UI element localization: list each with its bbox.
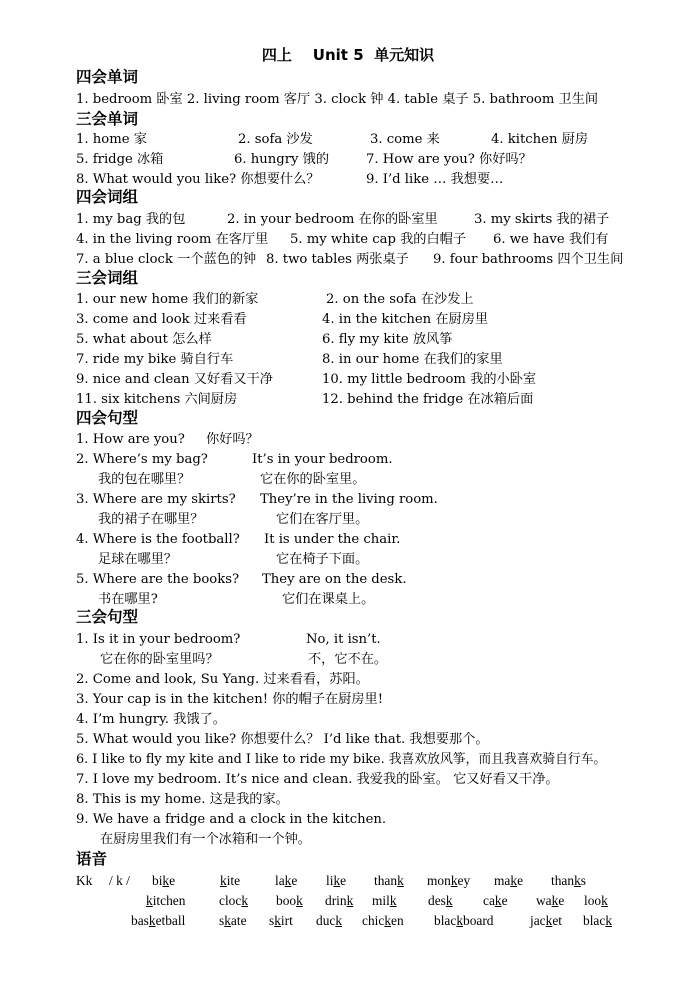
words3-item: 5. fridge 冰箱 <box>76 152 164 167</box>
phrases3-item: 11. six kitchens 六间厨房 <box>76 392 238 407</box>
phonics-highlight-letter: k <box>284 873 292 888</box>
phonics-word: skirt <box>269 913 293 928</box>
words3-item: 2. sofa 沙发 <box>238 132 313 147</box>
phonics-word: basketball <box>131 913 186 928</box>
sentence4-answer: It is under the chair. <box>264 532 401 547</box>
phonics-highlight-letter: k <box>384 913 392 928</box>
sentence3-row: 7. I love my bedroom. It’s nice and clean. 我爱我的卧室。 它又好看又干净。 <box>76 772 559 787</box>
phonics-word: thanks <box>551 873 586 888</box>
phonics-highlight-letter: k <box>450 873 458 888</box>
phrases4-item: 4. in the living room 在客厅里 <box>76 232 269 247</box>
phonics-highlight-letter: k <box>335 913 343 928</box>
phonics-highlight-letter: k <box>551 893 559 908</box>
phonics-word: wake <box>536 893 565 908</box>
page-title: 四上 Unit 5 单元知识 <box>261 46 435 64</box>
sentence4-answer: It’s in your bedroom. <box>252 452 393 467</box>
sentence4-question-cn: 书在哪里? <box>98 592 158 607</box>
phonics-highlight-letter: k <box>456 913 464 928</box>
phrases4-item: 1. my bag 我的包 <box>76 212 186 227</box>
phrases4-item: 8. two tables 两张桌子 <box>266 252 409 267</box>
phonics-word: skate <box>219 913 247 928</box>
phonics-highlight-letter: k <box>574 873 581 888</box>
phrases3-item: 2. on the sofa 在沙发上 <box>326 292 474 307</box>
sentence3-row: 4. I’m hungry. 我饿了。 <box>76 712 226 727</box>
phonics-word: book <box>276 893 303 908</box>
phrases3-item: 10. my little bedroom 我的小卧室 <box>322 372 537 387</box>
words3-item: 6. hungry 饿的 <box>234 152 330 167</box>
phonics-ipa: / k / <box>109 873 130 888</box>
phonics-word: duck <box>316 913 343 928</box>
sentence3-row: 9. We have a fridge and a clock in the kitchen. <box>76 812 387 827</box>
words3-item: 4. kitchen 厨房 <box>491 132 589 147</box>
sentence3-row: 2. Come and look, Su Yang. 过来看看，苏阳。 <box>76 672 369 687</box>
section-heading-phonics: 语音 <box>76 850 108 868</box>
sentence4-question-cn: 足球在哪里？ <box>98 552 178 567</box>
phonics-word: black <box>583 913 613 928</box>
phrases4-item: 3. my skirts 我的裙子 <box>474 212 610 227</box>
phrases3-item: 3. come and look 过来看看 <box>76 312 247 327</box>
phonics-highlight-letter: k <box>397 873 404 888</box>
phrases4-item: 2. in your bedroom 在你的卧室里 <box>227 212 438 227</box>
phonics-letter: Kk <box>76 873 93 888</box>
phrases4-item: 7. a blue clock 一个蓝色的钟 <box>76 252 257 267</box>
phonics-highlight-letter: k <box>389 893 397 908</box>
phrases4-item: 9. four bathrooms 四个卫生间 <box>433 252 624 267</box>
phrases3-item: 12. behind the fridge 在冰箱后面 <box>322 392 534 407</box>
phonics-word: clock <box>219 893 249 908</box>
sentence4-answer-cn: 它在椅子下面。 <box>276 552 369 567</box>
sentence3-row: 3. Your cap is in the kitchen! 你的帽子在厨房里! <box>76 692 383 707</box>
phonics-word: thank <box>374 873 404 888</box>
phonics-highlight-letter: k <box>605 913 613 928</box>
phonics-word: monkey <box>427 873 471 888</box>
words3-item: 7. How are you? 你好吗？ <box>366 152 532 167</box>
phonics-highlight-letter: k <box>510 873 518 888</box>
phonics-highlight-letter: k <box>346 893 354 908</box>
sentence4-question-cn: 我的包在哪里？ <box>98 472 191 487</box>
phonics-word: desk <box>428 893 453 908</box>
phonics-word: like <box>326 873 347 888</box>
section-heading-3-sentences: 三会句型 <box>76 608 139 626</box>
phonics-word: drink <box>325 893 354 908</box>
sentence3-text: 1. Is it in your bedroom? <box>76 632 241 647</box>
phonics-word: milk <box>372 893 397 908</box>
sentence3-row: 在厨房里我们有一个冰箱和一个钟。 <box>100 832 311 847</box>
words4-line: 1. bedroom 卧室 2. living room 客厅 3. clock 钟 4. table 桌子 5. bathroom 卫生间 <box>76 92 599 107</box>
sentence4-en: 1. How are you? <box>76 432 185 447</box>
sentence4-answer-cn: 它们在客厅里。 <box>276 512 369 527</box>
sentence4-answer: They’re in the living room. <box>260 492 438 507</box>
words3-item: 3. come 来 <box>370 132 440 147</box>
phrases3-item: 6. fly my kite 放风筝 <box>322 332 453 347</box>
phonics-word: kitchen <box>146 893 186 908</box>
phrases3-item: 5. what about 怎么样 <box>76 332 212 347</box>
phonics-word: bike <box>152 873 176 888</box>
phonics-word: jacket <box>530 913 562 928</box>
phonics-highlight-letter: k <box>494 893 502 908</box>
phonics-highlight-letter: k <box>445 893 453 908</box>
phonics-highlight-letter: k <box>601 893 608 908</box>
section-heading-4-words: 四会单词 <box>76 68 139 86</box>
sentence3-text: 它在你的卧室里吗？ <box>100 652 219 667</box>
phonics-highlight-letter: k <box>148 913 156 928</box>
sentence3-row: 8. This is my home. 这是我的家。 <box>76 792 289 807</box>
phonics-highlight-letter: k <box>333 873 341 888</box>
phrases3-item: 8. in our home 在我们的家里 <box>322 352 503 367</box>
words3-item: 9. I’d like … 我想要… <box>366 172 504 187</box>
phonics-word: make <box>494 873 524 888</box>
phonics-word: chicken <box>362 913 404 928</box>
sentence4-question: 4. Where is the football? <box>76 532 240 547</box>
section-heading-4-sentences: 四会句型 <box>76 409 139 427</box>
phrases3-item: 9. nice and clean 又好看又干净 <box>76 372 273 387</box>
phonics-word: cake <box>483 893 508 908</box>
phonics-word: look <box>584 893 608 908</box>
sentence4-cn: 你好吗？ <box>206 432 259 447</box>
sentence3-row: 6. I like to fly my kite and I like to ride my bike. 我喜欢放风筝，而且我喜欢骑自行车。 <box>76 752 607 767</box>
phonics-highlight-letter: k <box>220 873 227 888</box>
sentence4-answer: They are on the desk. <box>262 572 407 587</box>
sentence4-question: 5. Where are the books? <box>76 572 240 587</box>
phonics-highlight-letter: k <box>296 893 303 908</box>
sentence4-answer-cn: 它在你的卧室里。 <box>260 472 366 487</box>
phrases4-item: 5. my white cap 我的白帽子 <box>290 232 467 247</box>
section-heading-4-phrases: 四会词组 <box>76 188 139 206</box>
section-heading-3-phrases: 三会词组 <box>76 269 139 287</box>
phonics-word: blackboard <box>434 913 494 928</box>
phonics-highlight-letter: k <box>146 893 153 908</box>
phonics-highlight-letter: k <box>224 913 231 928</box>
sentence3-row: 5. What would you like? 你想要什么？ I’d like that. 我想要那个。 <box>76 732 489 747</box>
sentence3-text: No, it isn’t. <box>306 632 381 647</box>
sentence4-answer-cn: 它们在课桌上。 <box>282 592 375 607</box>
sentence4-question: 3. Where are my skirts? <box>76 492 236 507</box>
phonics-highlight-letter: k <box>162 873 170 888</box>
words3-item: 8. What would you like? 你想要什么？ <box>76 172 320 187</box>
phonics-highlight-letter: k <box>274 913 281 928</box>
phrases4-item: 6. we have 我们有 <box>493 232 609 247</box>
sentence4-question-cn: 我的裙子在哪里？ <box>98 512 204 527</box>
phrases3-item: 4. in the kitchen 在厨房里 <box>322 312 489 327</box>
phonics-word: kite <box>220 873 241 888</box>
phonics-word: lake <box>275 873 298 888</box>
phonics-highlight-letter: k <box>241 893 249 908</box>
phrases3-item: 7. ride my bike 骑自行车 <box>76 352 234 367</box>
phrases3-item: 1. our new home 我们的新家 <box>76 292 259 307</box>
sentence4-question: 2. Where’s my bag? <box>76 452 208 467</box>
section-heading-3-words: 三会单词 <box>76 110 139 128</box>
sentence3-text: 不，它不在。 <box>308 652 388 667</box>
words3-item: 1. home 家 <box>76 132 147 147</box>
phonics-highlight-letter: k <box>545 913 553 928</box>
